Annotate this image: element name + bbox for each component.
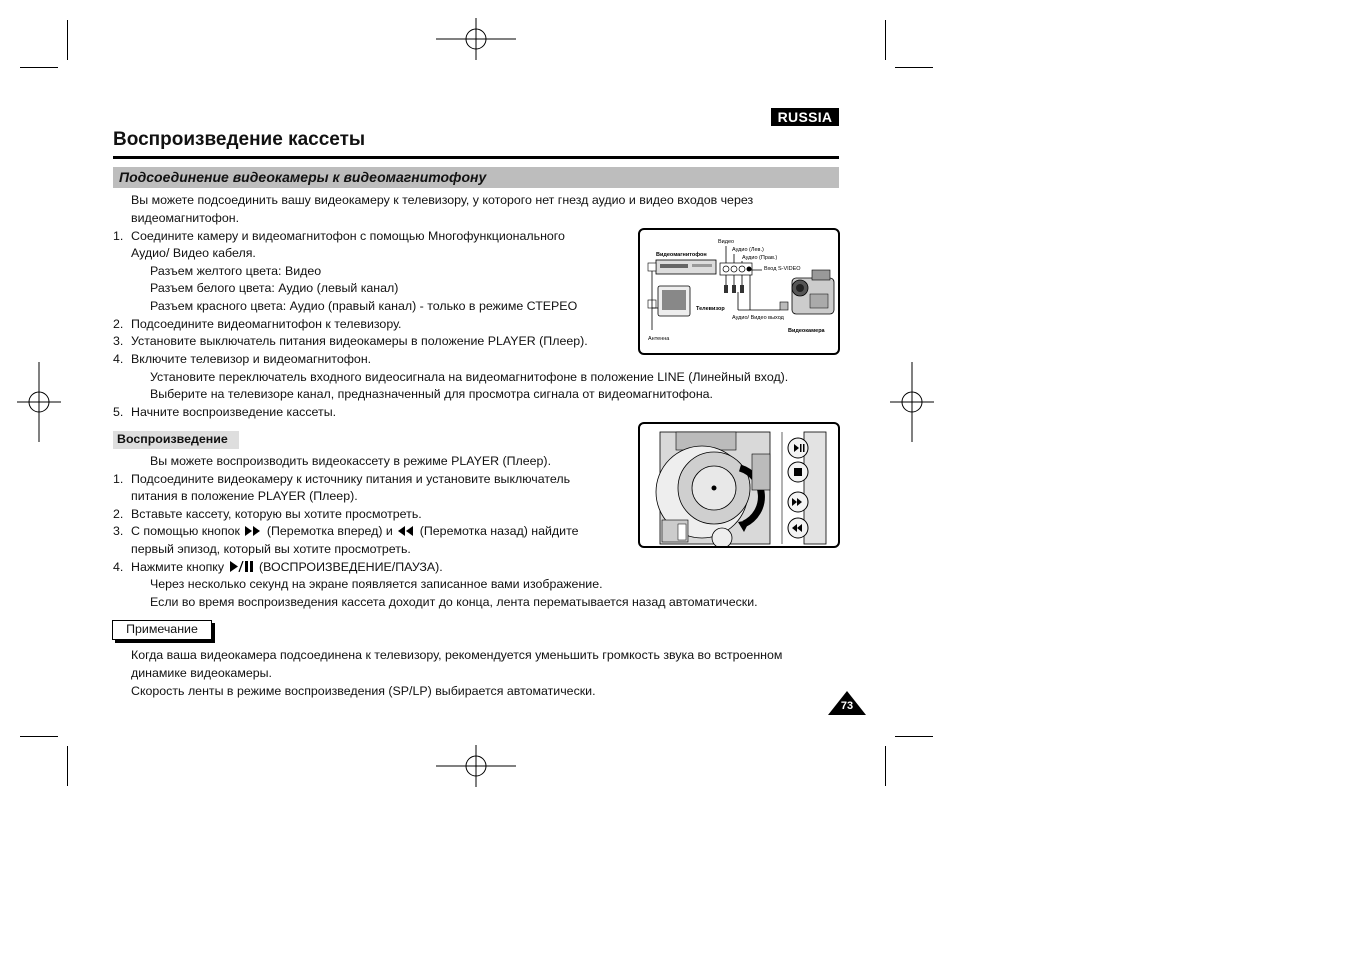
step-text-part: Нажмите кнопку [131,560,225,574]
diagram-label-vcr: Видеомагнитофон [656,252,707,258]
registration-mark-icon [890,362,934,442]
step-text: Вставьте кассету, которую вы хотите просмотреть. [131,507,422,521]
step-text: Подсоедините видеомагнитофон к телевизору. [131,317,402,331]
diagram-label-audio-r: Аудио (Прав.) [742,255,778,261]
step-detail: Через несколько секунд на экране появляется записанное вами изображение. [150,577,603,591]
diagram-label-antenna: Антенна [648,336,670,342]
step-text: первый эпизод, который вы хотите просмотреть. [131,542,411,556]
step-number: 1. [113,229,124,243]
step-text-part: С помощью кнопок [131,524,240,538]
rewind-button-icon [788,518,808,538]
page-title: Воспроизведение кассеты [113,129,366,150]
fast-forward-button-icon [788,492,808,512]
step-number: 3. [113,524,124,538]
playback-subheading-label: Воспроизведение [117,432,228,446]
step-text: Подсоедините видеокамеру к источнику питания и установите выключатель [131,472,571,486]
registration-mark-icon [436,745,516,787]
connection-diagram [638,228,840,355]
registration-mark-icon [436,18,516,60]
note-label-box [112,620,212,640]
registration-mark-icon [17,362,61,442]
camcorder-controls-figure [638,422,840,548]
step-text: Соедините камеру и видеомагнитофон с помощью Многофункционального [131,229,565,243]
step-text: Включите телевизор и видеомагнитофон. [131,352,372,366]
step-text-part: (Перемотка вперед) и [266,524,393,538]
intro-line: видеомагнитофон. [131,211,240,225]
diagram-label-camcorder: Видеокамера [788,328,825,334]
step-text: Аудио/ Видео кабеля. [131,246,256,260]
step-detail: Выберите на телевизоре канал, предназначенный для просмотра сигнала от видеомагнитофона. [150,387,713,401]
section-header [113,167,839,188]
playback-subheading [113,431,239,449]
stop-button-icon [788,462,808,482]
note-line: Скорость ленты в режиме воспроизведения (SP/LP) выбирается автоматически. [131,684,596,698]
step-detail: Разъем желтого цвета: Видео [150,264,322,278]
step-number: 5. [113,405,124,419]
step-text: питания в положение PLAYER (Плеер). [131,489,358,503]
step-text: Начните воспроизведение кассеты. [131,405,337,419]
step-detail: Установите переключатель входного видеосигнала на видеомагнитофоне в положение LINE (Линейный вход). [150,370,789,384]
play-pause-icon [229,561,255,572]
note-line: Когда ваша видеокамера подсоединена к телевизору, рекомендуется уменьшить громкость звука во встроенном [131,648,783,662]
page-number: 73 [840,700,854,712]
diagram-label-video: Видео [718,239,735,245]
step-number: 3. [113,334,124,348]
note-line: динамике видеокамеры. [131,666,272,680]
step-text-part: (Перемотка назад) найдите [419,524,579,538]
language-badge: RUSSIA [771,108,839,126]
diagram-label-tv: Телевизор [696,306,725,312]
page-number-badge [827,690,867,716]
camcorder-icon [780,270,834,314]
intro-line: Вы можете подсоединить вашу видеокамеру к телевизору, у которого нет гнезд аудио и видео входов через [131,193,754,207]
playback-intro: Вы можете воспроизводить видеокассету в режиме PLAYER (Плеер). [150,454,552,468]
step-detail: Разъем белого цвета: Аудио (левый канал) [150,281,399,295]
step-number: 2. [113,317,124,331]
step-text-part: (ВОСПРОИЗВЕДЕНИЕ/ПАУЗА). [258,560,443,574]
step-number: 2. [113,507,124,521]
step-text: Установите выключатель питания видеокамеры в положение PLAYER (Плеер). [131,334,588,348]
fast-forward-icon [244,526,262,536]
diagram-label-av-out: Аудио/ Видео выход [732,315,784,321]
step-text [131,523,579,541]
rewind-icon [397,526,415,536]
diagram-label-svideo: Вход S-VIDEO [764,266,801,272]
section-title: Подсоединение видеокамеры к видеомагнитофону [119,169,487,185]
step-detail: Если во время воспроизведения кассета доходит до конца, лента перематывается назад автоматически. [150,595,758,609]
step-detail: Разъем красного цвета: Аудио (правый канал) - только в режиме СТЕРЕО [150,299,578,313]
tv-icon [648,286,690,316]
title-divider [113,156,839,159]
diagram-label-audio-l: Аудио (Лев.) [732,247,764,253]
note-label: Примечание [126,622,198,636]
step-number: 4. [113,560,124,574]
av-jacks-icon [720,263,752,275]
step-text [131,559,443,577]
vcr-icon [648,260,716,274]
play-pause-button-icon [788,438,808,458]
step-number: 4. [113,352,124,366]
step-number: 1. [113,472,124,486]
